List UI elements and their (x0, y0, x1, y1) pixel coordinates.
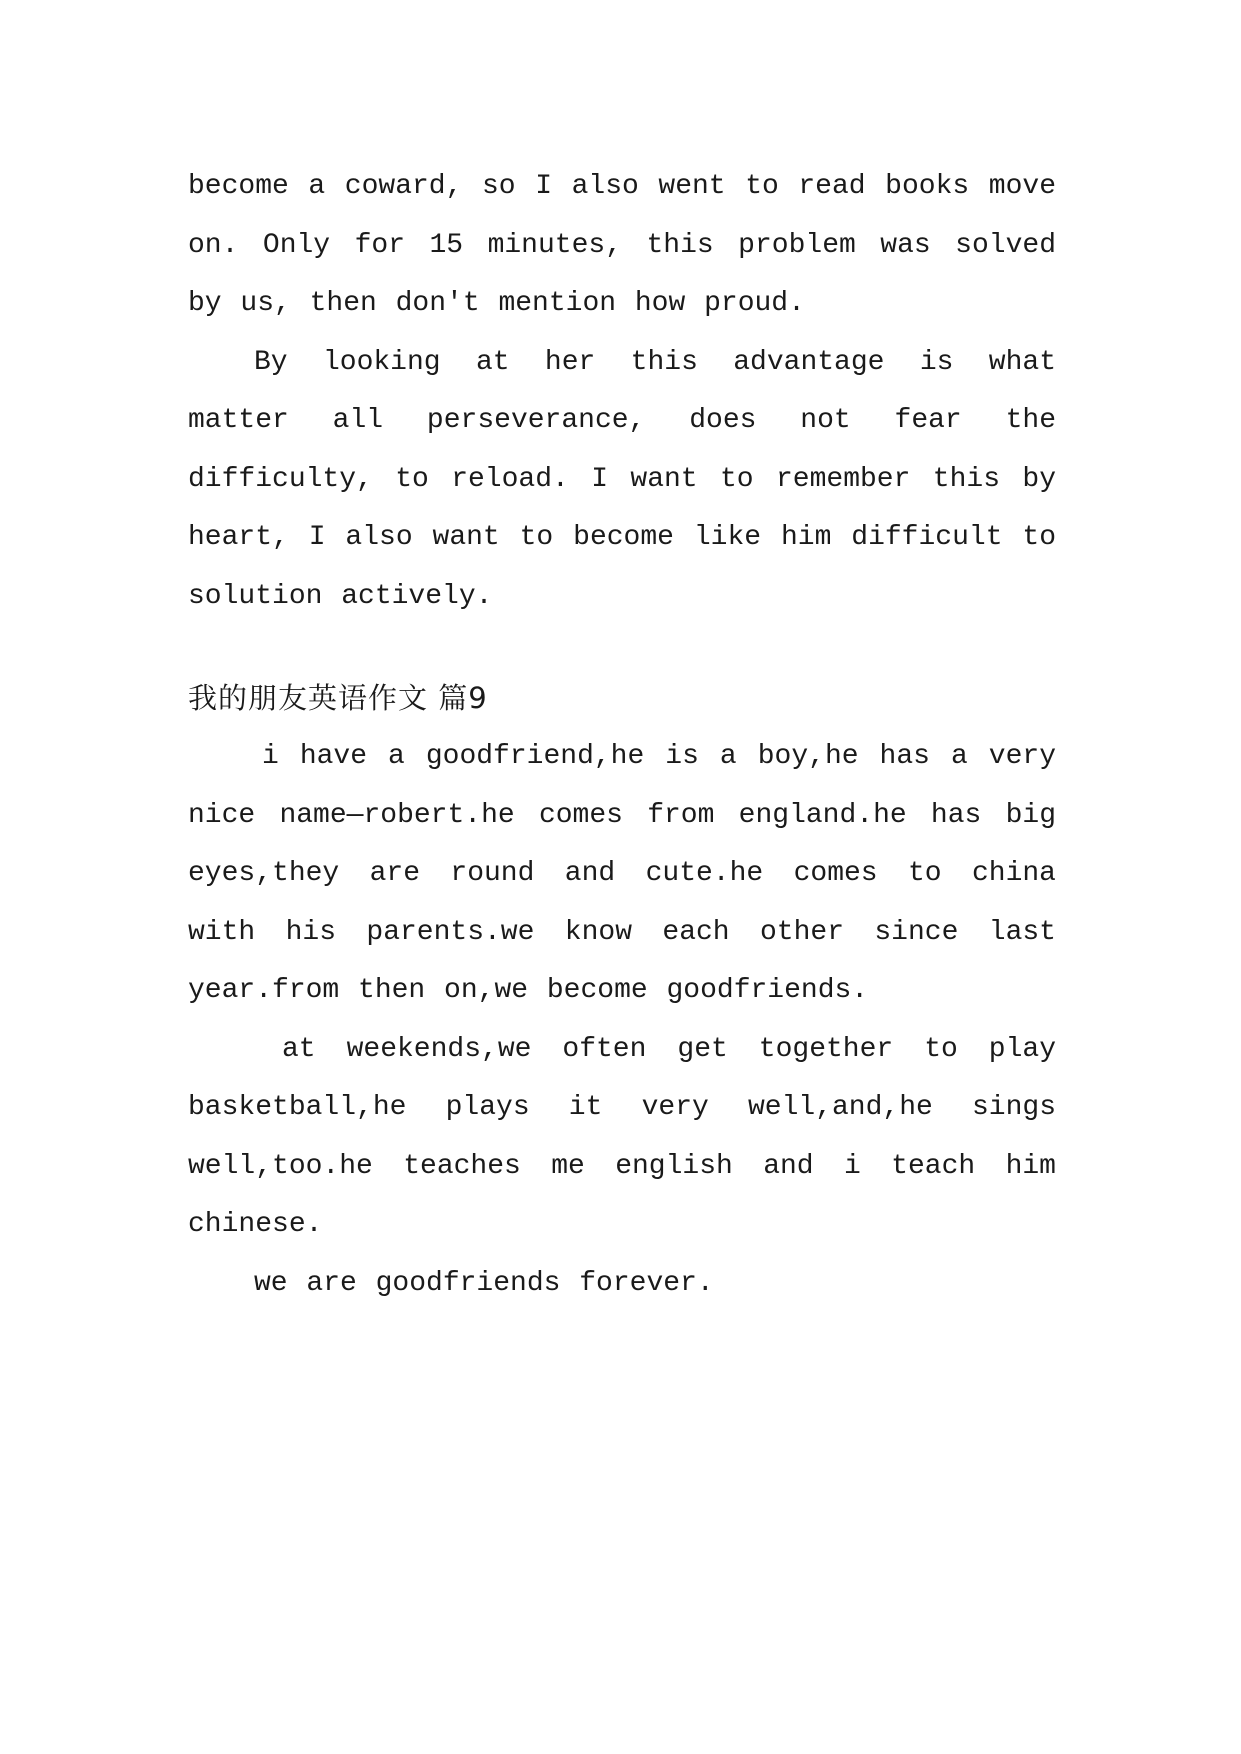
paragraph-intro: i have a goodfriend,he is a boy,he has a very nice name—robert.he comes from england.he has big eyes,they are round and cute.he comes to china with his parents.we know each other since last year.from then on,we become goodfriends. (188, 741, 1056, 1006)
paragraph-continuation: become a coward, so I also went to read books move on. Only for 15 minutes, this problem was solved by us, then don't mention how proud. (188, 171, 1056, 319)
document-page (188, 158, 1056, 1313)
paragraph-closing: we are goodfriends forever. (254, 1267, 714, 1299)
paragraph-weekends: at weekends,we often get together to play basketball,he plays it very well,and,he sings well,too.he teaches me english and i teach him chinese. (188, 1033, 1056, 1240)
section-heading: 我的朋友英语作文 篇9 (188, 681, 488, 715)
paragraph-conclusion: By looking at her this advantage is what matter all perseverance, does not fear the difficulty, to reload. I want to remember this by heart, I also want to become like him difficult to solution actively. (188, 346, 1056, 612)
